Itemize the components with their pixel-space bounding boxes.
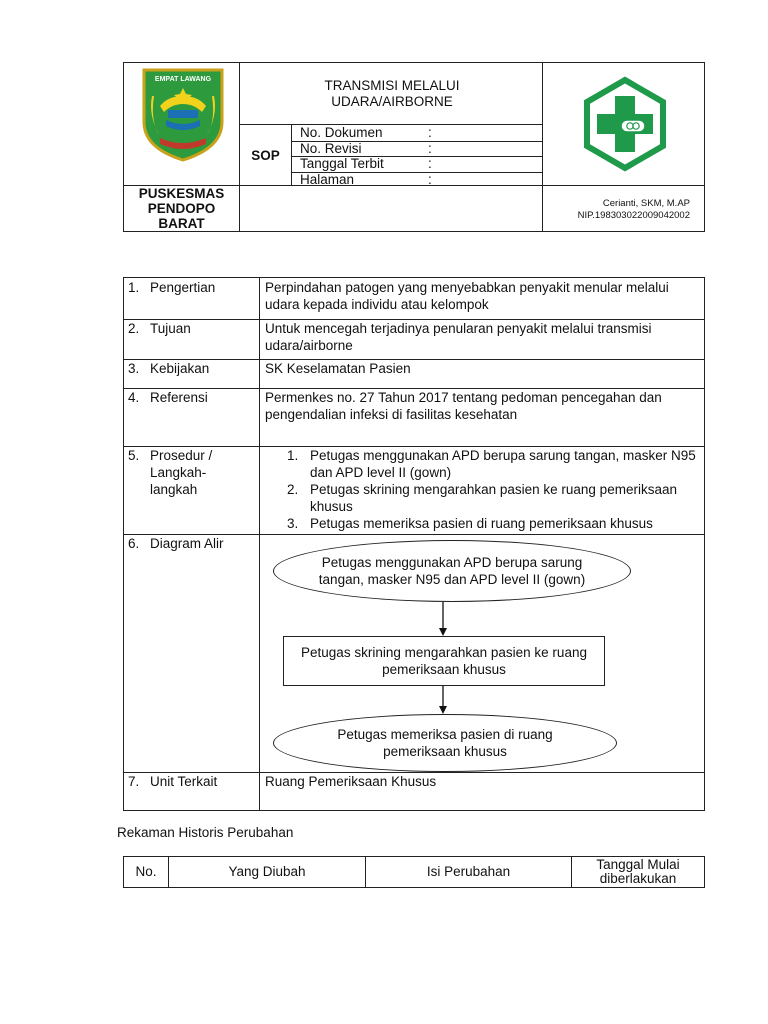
meta-label: Tanggal Terbit bbox=[300, 156, 384, 171]
history-table bbox=[123, 856, 705, 888]
meta-label: No. Dokumen bbox=[300, 125, 383, 140]
procedure-steps bbox=[265, 447, 698, 532]
row-value: Ruang Pemeriksaan Khusus bbox=[265, 774, 437, 789]
row-prosedur bbox=[123, 447, 705, 535]
row-pengertian bbox=[123, 277, 705, 320]
history-col-tanggal: Tanggal Mulai diberlakukan bbox=[596, 857, 680, 886]
row-value: SK Keselamatan Pasien bbox=[265, 361, 411, 376]
row-unit-terkait bbox=[123, 773, 705, 811]
org-name-line2: PENDOPO bbox=[147, 201, 216, 216]
title-cell bbox=[239, 62, 543, 125]
signer-name: Cerianti, SKM, M.AP bbox=[602, 198, 690, 209]
meta-label: No. Revisi bbox=[300, 140, 362, 156]
logo-text: EMPAT LAWANG bbox=[154, 76, 212, 83]
row-label: 2. Tujuan bbox=[128, 321, 191, 336]
header-emblem-cell bbox=[542, 62, 705, 186]
signer-cell bbox=[542, 185, 705, 232]
meta-row-halaman: Halaman : bbox=[300, 171, 432, 187]
procedure-step: 1. Petugas menggunakan APD berupa sarung tangan, masker N95 dan APD level II (gown) bbox=[287, 448, 696, 480]
row-value: Untuk mencegah terjadinya penularan penyakit melalui transmisi udara/airborne bbox=[265, 321, 652, 353]
document-title: TRANSMISI MELALUI UDARA/AIRBORNE bbox=[324, 78, 460, 109]
meta-cell bbox=[291, 124, 543, 186]
meta-row-tanggal: Tanggal Terbit : bbox=[292, 156, 542, 173]
meta-row-dokumen: No. Dokumen : bbox=[292, 125, 542, 142]
puskesmas-logo bbox=[577, 76, 673, 172]
row-tujuan bbox=[123, 320, 705, 360]
meta-row-revisi: No. Revisi : bbox=[292, 141, 542, 158]
empat-lawang-logo bbox=[138, 66, 228, 162]
row-label: 1. Pengertian bbox=[128, 280, 216, 295]
meta-label: Halaman bbox=[300, 171, 355, 187]
signer-nip: NIP.198303022009042002 bbox=[577, 210, 690, 221]
procedure-step: 2. Petugas skrining mengarahkan pasien ke ruang pemeriksaan khusus bbox=[287, 482, 677, 514]
row-referensi bbox=[123, 389, 705, 447]
org-name-line1: PUSKESMAS bbox=[138, 186, 225, 201]
sop-cell bbox=[239, 124, 292, 186]
org-name-line3: BARAT bbox=[158, 216, 205, 231]
row-label: 4. Referensi bbox=[128, 390, 208, 405]
history-col-yang-diubah: Yang Diubah bbox=[169, 857, 366, 887]
row-label: 6. Diagram Alir bbox=[128, 536, 224, 551]
signer-block bbox=[540, 198, 690, 222]
blank-cell bbox=[239, 185, 543, 232]
row-label: 7. Unit Terkait bbox=[128, 774, 218, 789]
row-value: Perpindahan patogen yang menyebabkan penyakit menular melalui udara kepada individu atau kelompok bbox=[265, 280, 669, 312]
procedure-step: 3. Petugas memeriksa pasien di ruang pemeriksaan khusus bbox=[287, 516, 653, 531]
history-title: Rekaman Historis Perubahan bbox=[117, 825, 294, 840]
row-kebijakan bbox=[123, 360, 705, 389]
flow-node-2: Petugas skrining mengarahkan pasien ke ruang pemeriksaan khusus bbox=[283, 636, 605, 686]
row-value: Permenkes no. 27 Tahun 2017 tentang pedoman pencegahan dan pengendalian infeksi di fasilitas kesehatan bbox=[265, 390, 662, 422]
history-col-no: No. bbox=[124, 857, 169, 887]
flow-node-3: Petugas memeriksa pasien di ruang pemeriksaan khusus bbox=[273, 714, 617, 772]
history-col-isi-perubahan: Isi Perubahan bbox=[366, 857, 572, 887]
row-label: 3. Kebijakan bbox=[128, 361, 210, 376]
sop-label: SOP bbox=[251, 147, 280, 163]
flow-node-1: Petugas menggunakan APD berupa sarung tangan, masker N95 dan APD level II (gown) bbox=[273, 540, 631, 602]
org-name-cell bbox=[123, 185, 240, 232]
row-label: 5. Prosedur / Langkah-langkah bbox=[128, 448, 213, 497]
header-logo-cell bbox=[123, 62, 240, 186]
